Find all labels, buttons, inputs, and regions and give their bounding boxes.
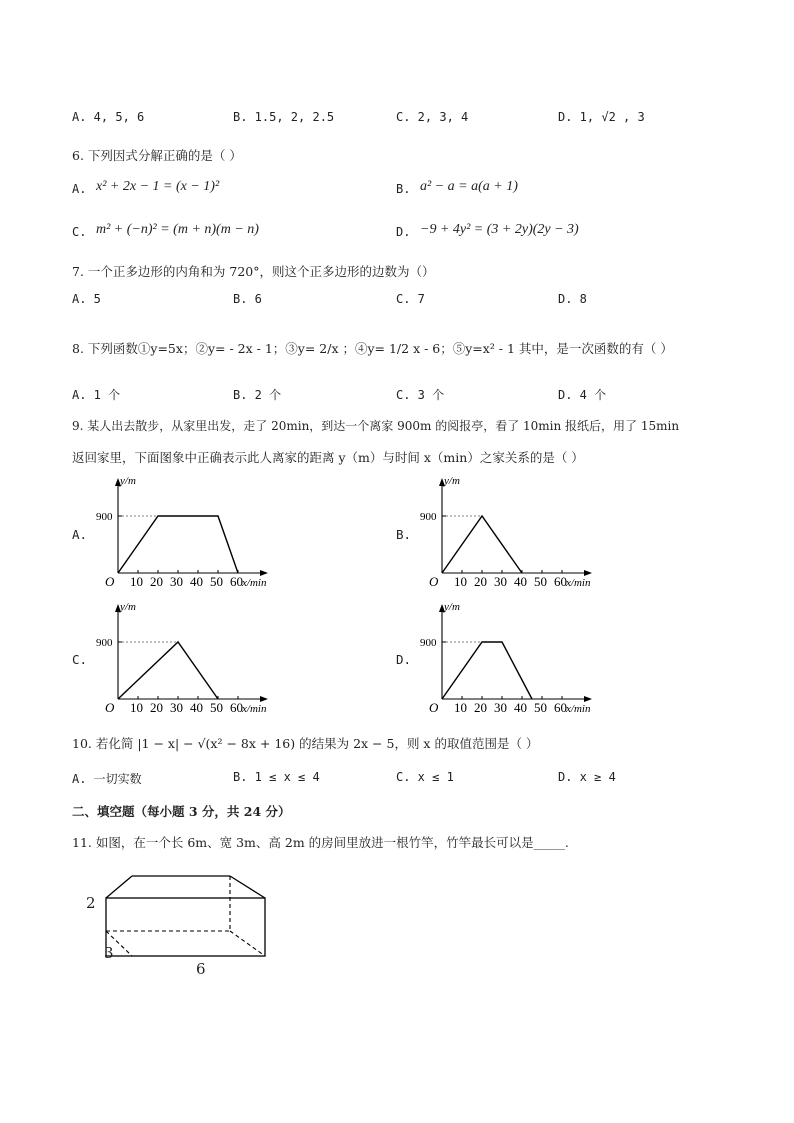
graph-a-label: A.	[72, 527, 88, 542]
box-length-label: 6	[196, 960, 206, 978]
y-tick-label: 900	[420, 637, 437, 649]
x-tick-label: 60	[554, 574, 567, 589]
box-height-label: 2	[86, 894, 96, 912]
q6-c-label: C.	[72, 225, 87, 239]
origin-label: O	[105, 574, 115, 589]
x-axis-arrow	[260, 570, 268, 576]
distance-time-line	[442, 642, 532, 699]
q5-option-d: D. 1, √2 , 3	[558, 110, 645, 124]
q8-option-d: D. 4 个	[558, 388, 607, 402]
graph-c-label: C.	[72, 652, 88, 667]
q8-option-a: A. 1 个	[72, 388, 121, 402]
x-tick-label: 60	[230, 700, 243, 715]
q8-stem: 8. 下列函数①y=5x；②y= - 2x - 1；③y= 2/x ；④y= 1/2 x - 6；⑤y=x² - 1 其中，是一次函数的有（ ）	[72, 341, 673, 356]
x-tick-label: 10	[130, 574, 143, 589]
x-axis-label: x/min	[566, 577, 591, 589]
q6-a-label: A.	[72, 182, 87, 196]
q7-option-a: A. 5	[72, 292, 101, 306]
q6-stem: 6. 下列因式分解正确的是（ ）	[72, 148, 242, 163]
y-axis-label: y/m	[444, 601, 460, 613]
q6-option-b: a² − a = a(a + 1)	[420, 179, 518, 194]
q7-option-d: D. 8	[558, 292, 587, 306]
x-tick-label: 50	[534, 574, 547, 589]
q7-option-b: B. 6	[233, 292, 262, 306]
x-axis-label: x/min	[242, 703, 267, 715]
graph-d	[420, 596, 604, 721]
q6-d-label: D.	[396, 225, 411, 239]
q5-option-c: C. 2, 3, 4	[396, 110, 469, 124]
origin-label: O	[429, 574, 439, 589]
x-axis-label: x/min	[242, 577, 267, 589]
q10-stem: 10. 若化简 |1 − x| − √(x² − 8x + 16) 的结果为 2x − 5，则 x 的取值范围是（ ）	[72, 736, 539, 751]
origin-label: O	[429, 700, 439, 715]
distance-time-line	[442, 516, 522, 573]
box-front-face	[106, 898, 265, 956]
x-tick-label: 40	[190, 700, 203, 715]
q9-stem-line1: 9. 某人出去散步，从家里出发，走了 20min，到达一个离家 900m 的阅报亭，看了 10min 报纸后，用了 15min	[72, 419, 680, 433]
q8-option-c: C. 3 个	[396, 388, 445, 402]
box-diagram	[80, 868, 280, 980]
graph-b-label: B.	[396, 527, 412, 542]
x-axis-label: x/min	[566, 703, 591, 715]
distance-time-line	[118, 642, 218, 699]
box-width-label: 3	[104, 944, 114, 962]
graph-c	[96, 596, 280, 721]
q8-option-b: B. 2 个	[233, 388, 282, 402]
q6-option-c: m² + (−n)² = (m + n)(m − n)	[96, 222, 259, 237]
x-tick-label: 60	[554, 700, 567, 715]
y-tick-label: 900	[96, 511, 113, 523]
q10-option-d: D. x ≥ 4	[558, 770, 616, 784]
x-tick-label: 30	[170, 574, 183, 589]
x-tick-label: 50	[210, 574, 223, 589]
x-tick-label: 10	[454, 700, 467, 715]
x-axis-arrow	[584, 570, 592, 576]
q10-option-c: C. x ≤ 1	[396, 770, 454, 784]
y-tick-label: 900	[96, 637, 113, 649]
origin-label: O	[105, 700, 115, 715]
x-axis-arrow	[584, 696, 592, 702]
q9-stem-line2: 返回家里，下面图象中正确表示此人离家的距离 y（m）与时间 x（min）之家关系的是（ ）	[72, 450, 584, 465]
x-tick-label: 40	[514, 700, 527, 715]
x-tick-label: 40	[190, 574, 203, 589]
q5-option-a: A. 4, 5, 6	[72, 110, 145, 124]
q11-stem: 11. 如图，在一个长 6m、宽 3m、高 2m 的房间里放进一根竹竿，竹竿最长可以是_____.	[72, 835, 569, 850]
q6-option-d: −9 + 4y² = (3 + 2y)(2y − 3)	[420, 222, 579, 237]
y-axis-label: y/m	[444, 475, 460, 487]
x-tick-label: 10	[130, 700, 143, 715]
x-tick-label: 20	[474, 700, 487, 715]
x-tick-label: 20	[474, 574, 487, 589]
graph-b	[420, 470, 604, 595]
x-tick-label: 10	[454, 574, 467, 589]
x-tick-label: 20	[150, 574, 163, 589]
x-tick-label: 30	[494, 700, 507, 715]
q6-option-a: x² + 2x − 1 = (x − 1)²	[96, 179, 220, 194]
x-tick-label: 40	[514, 574, 527, 589]
y-axis-label: y/m	[120, 601, 136, 613]
q7-stem: 7. 一个正多边形的内角和为 720°，则这个正多边形的边数为（）	[72, 264, 435, 279]
x-tick-label: 50	[210, 700, 223, 715]
section-heading: 二、填空题（每小题 3 分，共 24 分）	[72, 804, 291, 819]
y-tick-label: 900	[420, 511, 437, 523]
q10-option-b: B. 1 ≤ x ≤ 4	[233, 770, 320, 784]
graph-d-label: D.	[396, 652, 412, 667]
distance-time-line	[118, 516, 238, 573]
q5-option-b: B. 1.5, 2, 2.5	[233, 110, 335, 124]
x-tick-label: 30	[494, 574, 507, 589]
q6-b-label: B.	[396, 182, 411, 196]
q10-option-a: A. 一切实数	[72, 772, 142, 786]
q7-option-c: C. 7	[396, 292, 425, 306]
x-tick-label: 60	[230, 574, 243, 589]
x-tick-label: 30	[170, 700, 183, 715]
x-axis-arrow	[260, 696, 268, 702]
graph-a	[96, 470, 280, 595]
x-tick-label: 50	[534, 700, 547, 715]
x-tick-label: 20	[150, 700, 163, 715]
y-axis-label: y/m	[120, 475, 136, 487]
